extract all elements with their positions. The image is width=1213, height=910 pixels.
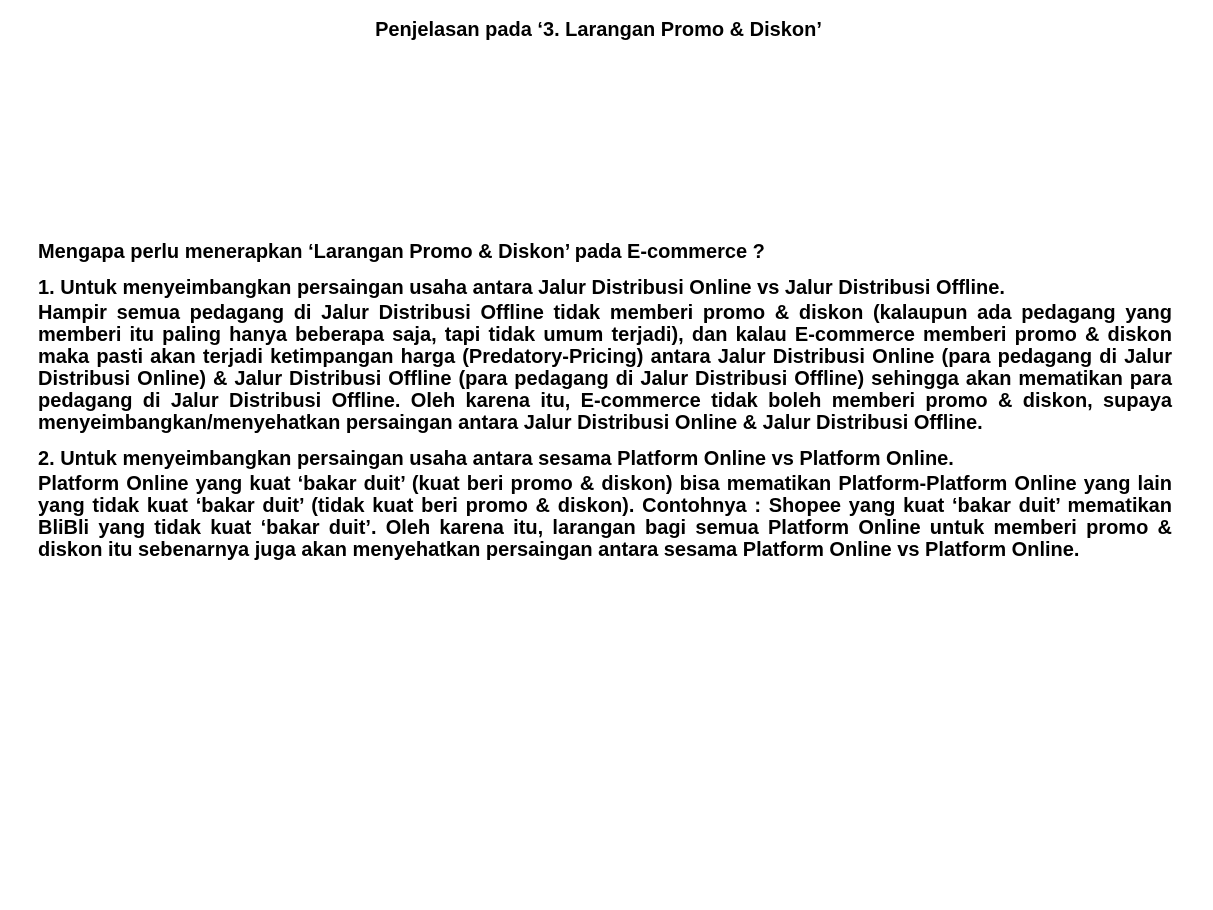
point-1	[38, 276, 1172, 434]
point-2-heading: 2. Untuk menyeimbangkan persaingan usaha antara sesama Platform Online vs Platform Online.	[38, 448, 954, 470]
point-1-body: Hampir semua pedagang di Jalur Distribusi Offline tidak memberi promo & diskon (kalaupun ada pedagang yang memberi itu paling hanya beberapa saja, tapi tidak umum terjadi), dan kalau E-commerce memberi promo & diskon maka pasti akan terjadi ketimpangan harga (Predatory-Pricing) antara Jalur Distribusi Online (para pedagang di Jalur Distribusi Online) & Jalur Distribusi Offline (para pedagang di Jalur Distribusi Offline) sehingga akan mematikan para pedagang di Jalur Distribusi Offline. Oleh karena itu, E-commerce tidak boleh memberi promo & diskon, supaya menyeimbangkan/menyehatkan persaingan antara Jalur Distribusi Online & Jalur Distribusi Offline.	[38, 302, 1172, 434]
section-question: Mengapa perlu menerapkan ‘Larangan Promo & Diskon’ pada E-commerce ?	[38, 241, 765, 263]
page-title: Penjelasan pada ‘3. Larangan Promo & Diskon’	[375, 19, 822, 41]
point-1-heading: 1. Untuk menyeimbangkan persaingan usaha antara Jalur Distribusi Online vs Jalur Distribusi Offline.	[38, 277, 1005, 299]
document-content	[38, 240, 1172, 574]
point-2-body: Platform Online yang kuat ‘bakar duit’ (kuat beri promo & diskon) bisa mematikan Platform-Platform Online yang lain yang tidak kuat ‘bakar duit’ (tidak kuat beri promo & diskon). Contohnya : Shopee yang kuat ‘bakar duit’ mematikan BliBli yang tidak kuat ‘bakar duit’. Oleh karena itu, larangan bagi semua Platform Online untuk memberi promo & diskon itu sebenarnya juga akan menyehatkan persaingan antara sesama Platform Online vs Platform Online.	[38, 473, 1172, 561]
point-2	[38, 447, 1172, 561]
